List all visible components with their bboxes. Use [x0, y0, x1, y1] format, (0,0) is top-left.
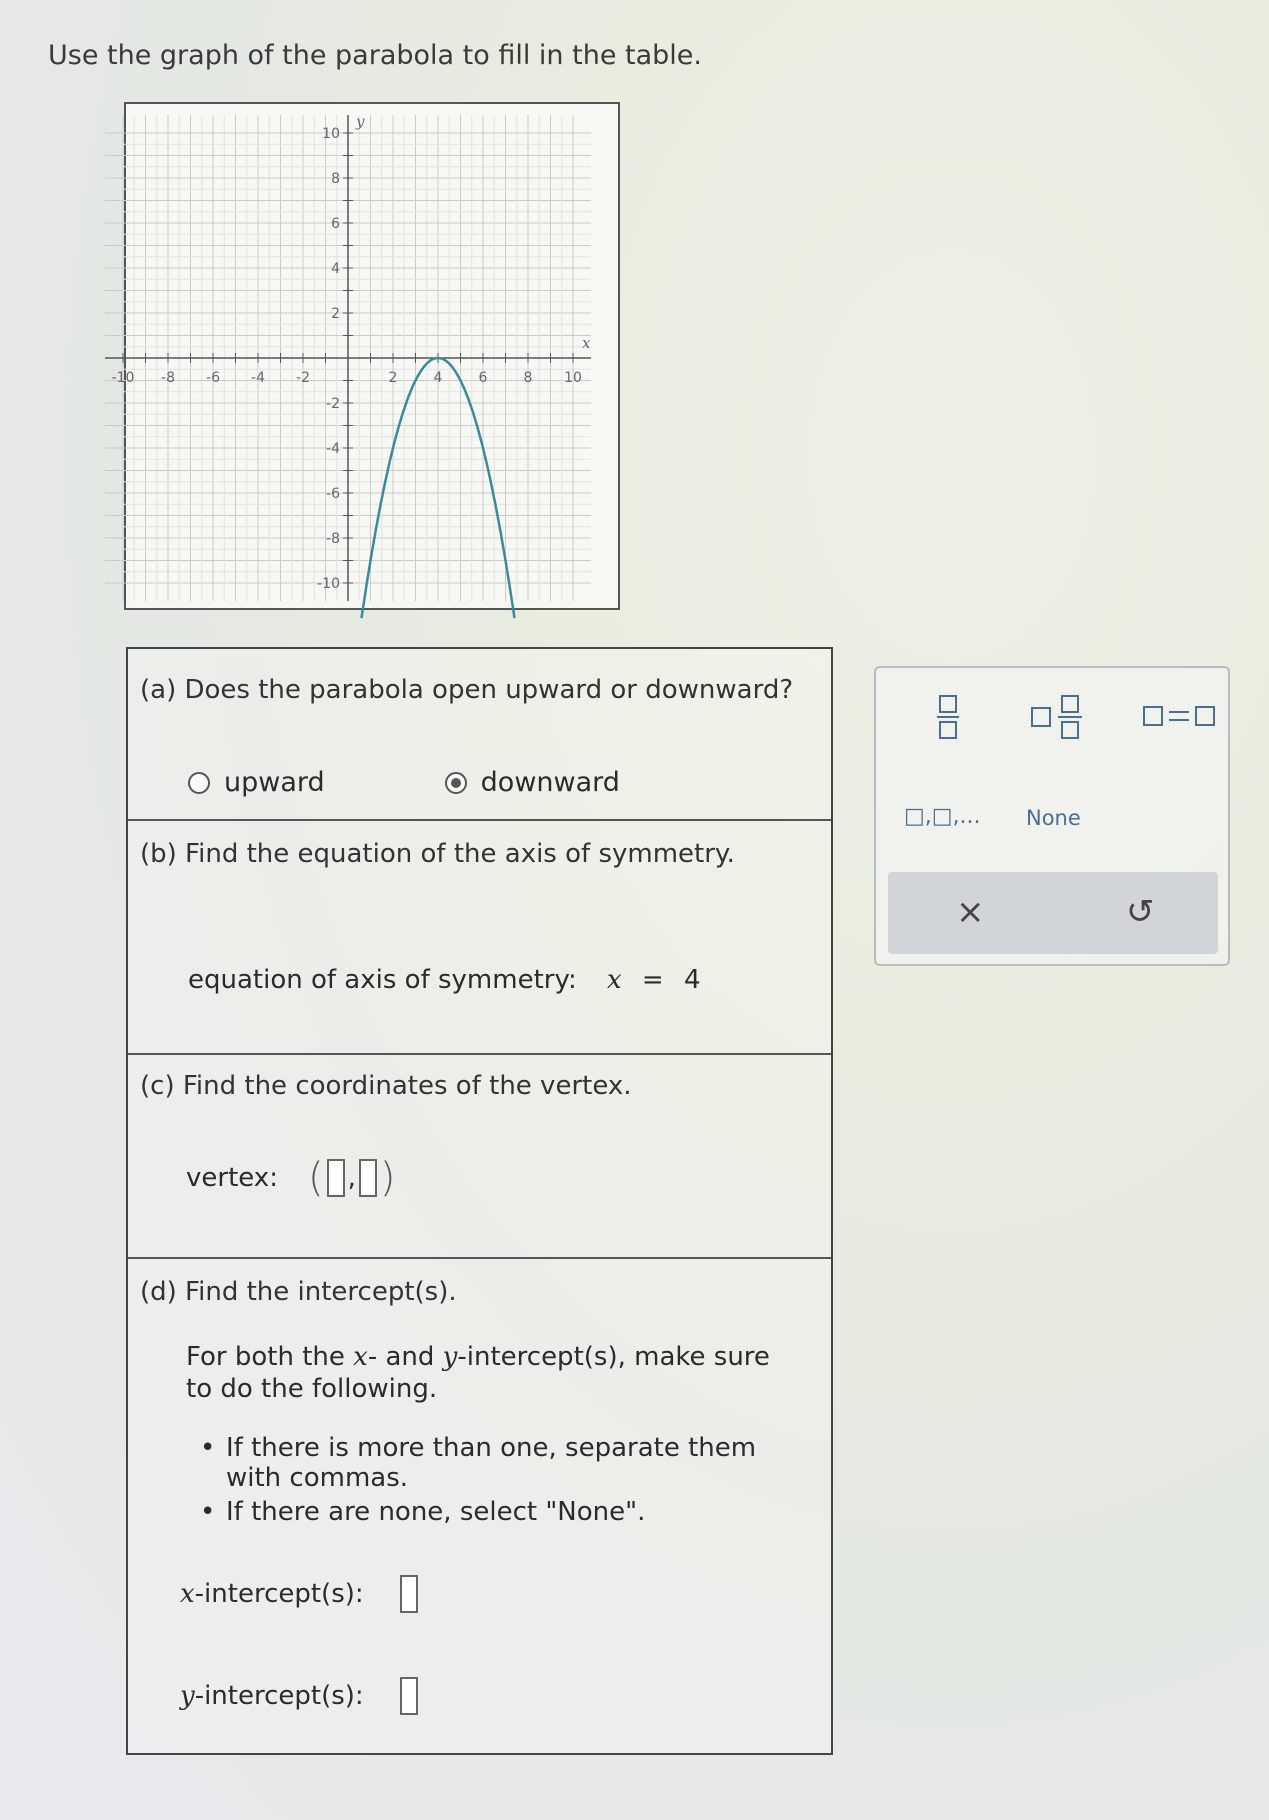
math-keypad: [874, 666, 1230, 966]
y-int-label: -intercept(s):: [194, 1681, 364, 1711]
axis-of-symmetry-answer: [188, 965, 701, 995]
bullet-1: • If there is more than one, separate them with commas.: [200, 1433, 757, 1493]
y-tick-label: 10: [322, 126, 340, 142]
part-a-cell: [128, 649, 831, 821]
x-tick-label: 2: [388, 370, 398, 386]
part-b-cell: [128, 821, 831, 1055]
axis-label: equation of axis of symmetry:: [188, 965, 577, 995]
y-intercept-input[interactable]: [400, 1677, 418, 1715]
mixed-number-button[interactable]: [1028, 694, 1088, 746]
x-tick-label: 4: [433, 370, 443, 386]
instr-text-1: For both the: [186, 1342, 354, 1372]
x-tick-label: -2: [296, 370, 310, 386]
downward-radio[interactable]: [445, 772, 467, 794]
mixed-number-icon: [1030, 694, 1086, 740]
y-tick-label: -6: [326, 486, 340, 502]
x-intercept-row: [180, 1575, 418, 1613]
part-a-question: (a) Does the parabola open upward or downward?: [140, 675, 794, 705]
y-intercept-row: [180, 1677, 418, 1715]
equals-icon: [1142, 702, 1218, 730]
instr-text-4: to do the following.: [186, 1374, 438, 1404]
x-intercept-input[interactable]: [400, 1575, 418, 1613]
x-tick-label: -10: [111, 370, 135, 386]
downward-label[interactable]: downward: [480, 767, 620, 798]
x-tick-label: -8: [161, 370, 175, 386]
x-tick-label: 8: [523, 370, 533, 386]
graph-canvas: [111, 104, 618, 608]
part-d-instructions: [186, 1341, 770, 1405]
axis-var: x: [606, 965, 622, 995]
undo-icon[interactable]: ↺: [1126, 892, 1155, 932]
upward-radio[interactable]: [188, 772, 210, 794]
vertex-comma: ,: [347, 1163, 356, 1193]
part-d-cell: [128, 1259, 831, 1753]
axis-value[interactable]: 4: [683, 965, 701, 995]
part-c-question: (c) Find the coordinates of the vertex.: [140, 1071, 632, 1101]
bullet-1-line-2: with commas.: [226, 1463, 409, 1493]
bullet-1-line-1: If there is more than one, separate them: [226, 1433, 757, 1463]
none-button[interactable]: None: [1026, 806, 1081, 830]
y-tick-label: 6: [331, 216, 340, 232]
y-tick-label: -4: [326, 441, 340, 457]
vertex-label: vertex:: [186, 1163, 278, 1193]
y-tick-label: 2: [331, 306, 340, 322]
bullet-2-text: If there are none, select "None".: [226, 1497, 646, 1527]
instr-text-3: -intercept(s), make sure: [457, 1342, 770, 1372]
part-d-question: (d) Find the intercept(s).: [140, 1277, 457, 1307]
vertex-y-input[interactable]: [359, 1159, 377, 1197]
opening-options: [188, 767, 620, 798]
upward-label[interactable]: upward: [224, 767, 325, 798]
y-tick-label: -2: [326, 396, 340, 412]
instr-x: x: [353, 1342, 368, 1372]
vertex-x-input[interactable]: [327, 1159, 345, 1197]
x-int-label: -intercept(s):: [194, 1579, 364, 1609]
y-tick-label: -8: [326, 531, 340, 547]
y-tick-label: 8: [331, 171, 340, 187]
fraction-button[interactable]: [928, 694, 968, 746]
close-paren: ): [379, 1155, 396, 1201]
y-axis-label: y: [356, 112, 365, 131]
keypad-action-bar: [888, 872, 1218, 954]
list-button[interactable]: □,□,...: [904, 804, 981, 829]
bullet-2: • If there are none, select "None".: [200, 1497, 646, 1527]
answer-table: [126, 647, 833, 1755]
instr-y: y: [442, 1342, 458, 1372]
question-prompt: Use the graph of the parabola to fill in the table.: [48, 40, 702, 71]
part-c-cell: [128, 1055, 831, 1259]
x-tick-label: -6: [206, 370, 220, 386]
x-tick-label: 10: [564, 370, 582, 386]
x-tick-label: -4: [251, 370, 265, 386]
open-paren: (: [307, 1155, 324, 1201]
x-int-var: x: [180, 1579, 195, 1609]
axis-eq: =: [641, 965, 664, 995]
y-int-var: y: [180, 1681, 195, 1711]
part-b-question: (b) Find the equation of the axis of symmetry.: [140, 839, 735, 869]
vertex-answer: [186, 1155, 395, 1201]
y-tick-label: 4: [331, 261, 340, 277]
parabola-graph: [111, 102, 620, 610]
fraction-icon: [936, 694, 960, 740]
x-axis-label: x: [582, 334, 591, 352]
instr-text-2: - and: [367, 1342, 443, 1372]
equation-button[interactable]: [1140, 702, 1220, 736]
x-tick-label: 6: [478, 370, 488, 386]
y-tick-label: -10: [317, 576, 340, 592]
clear-icon[interactable]: ×: [956, 892, 985, 932]
